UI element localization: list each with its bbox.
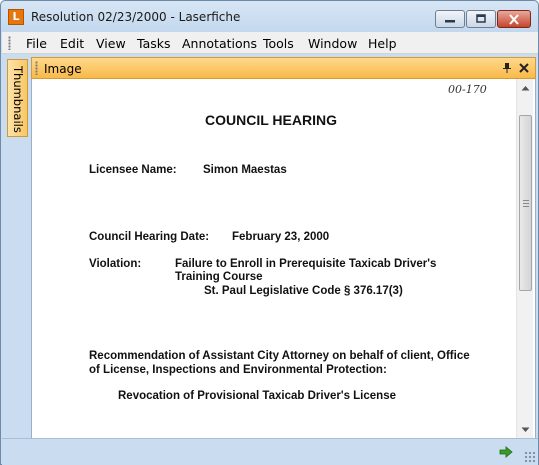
licensee-value: Simon Maestas xyxy=(203,164,287,176)
handwritten-number: 00-170 xyxy=(448,83,487,96)
menu-tasks[interactable]: Tasks xyxy=(137,36,171,51)
menu-file[interactable]: File xyxy=(26,36,47,51)
sidebar xyxy=(2,54,30,438)
image-panel-header xyxy=(31,57,536,79)
next-arrow-icon[interactable] xyxy=(499,446,513,458)
status-bar xyxy=(2,438,538,465)
scroll-thumb-grip xyxy=(523,200,529,207)
vertical-scrollbar[interactable] xyxy=(516,79,533,438)
menu-annotations[interactable]: Annotations xyxy=(182,36,258,51)
laserfiche-app-icon[interactable]: L xyxy=(8,9,24,25)
violation-line-3: St. Paul Legislative Code § 376.17(3) xyxy=(204,285,403,297)
restore-icon xyxy=(475,14,487,24)
window-title: Resolution 02/23/2000 - Laserfiche xyxy=(31,10,241,24)
pin-icon[interactable] xyxy=(500,61,514,75)
panel-close-icon[interactable] xyxy=(517,61,531,75)
document-page xyxy=(32,79,516,438)
menu-view[interactable]: View xyxy=(96,36,126,51)
recommendation-line-1: Recommendation of Assistant City Attorney on behalf of client, Office xyxy=(89,350,470,362)
menu-grip[interactable] xyxy=(8,36,11,50)
hearing-date-label: Council Hearing Date: xyxy=(89,231,210,243)
title-bar[interactable] xyxy=(1,1,538,32)
recommendation-line-2: of License, Inspections and Environmental Protection: xyxy=(89,364,387,376)
violation-line-2: Training Course xyxy=(175,271,263,283)
image-panel-title: Image xyxy=(44,62,82,76)
close-icon xyxy=(508,14,520,25)
menu-edit[interactable]: Edit xyxy=(60,36,85,51)
thumbnails-tab[interactable] xyxy=(7,59,28,137)
scroll-up-button[interactable] xyxy=(517,79,534,96)
minimize-icon xyxy=(444,14,456,24)
menu-help[interactable]: Help xyxy=(368,36,397,51)
menu-tools[interactable]: Tools xyxy=(263,36,294,51)
recommendation-value: Revocation of Provisional Taxicab Driver's License xyxy=(118,390,396,402)
scroll-up-arrow-icon xyxy=(521,85,530,91)
licensee-label: Licensee Name: xyxy=(89,164,177,176)
document-heading: COUNCIL HEARING xyxy=(205,112,337,128)
violation-line-1: Failure to Enroll in Prerequisite Taxicab Driver's xyxy=(175,258,437,270)
close-button[interactable] xyxy=(497,10,531,28)
scroll-down-button[interactable] xyxy=(517,421,534,438)
panel-grip[interactable] xyxy=(35,61,38,75)
scroll-thumb[interactable] xyxy=(519,115,532,291)
hearing-date-value: February 23, 2000 xyxy=(232,231,330,243)
menu-window[interactable]: Window xyxy=(308,36,358,51)
thumbnails-tab-label: Thumbnails xyxy=(11,66,25,133)
scroll-down-arrow-icon xyxy=(521,427,530,433)
restore-button[interactable] xyxy=(466,10,496,28)
resize-grip[interactable] xyxy=(524,451,536,463)
violation-label: Violation: xyxy=(89,258,142,270)
minimize-button[interactable] xyxy=(435,10,465,28)
document-viewer[interactable] xyxy=(31,79,536,438)
menu-bar xyxy=(2,32,538,54)
